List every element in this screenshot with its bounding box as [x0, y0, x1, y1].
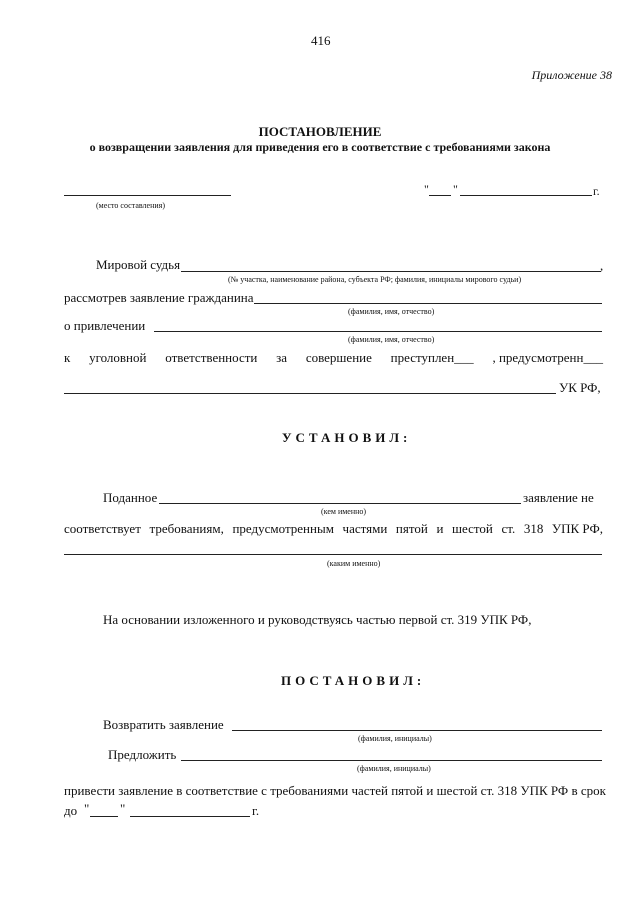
offer-line	[181, 760, 602, 761]
considered-line	[254, 303, 602, 304]
filed-tail: заявление не	[523, 490, 594, 505]
uk-line	[64, 393, 556, 394]
liability-word: преступлен___	[390, 350, 474, 365]
corresponds-row	[64, 521, 603, 537]
uk-rf-label: УК РФ,	[559, 380, 601, 395]
corresponds-word: УПК РФ,	[551, 521, 603, 536]
until-year-suffix: г.	[252, 803, 260, 818]
filed-line	[159, 503, 521, 504]
place-line	[64, 195, 231, 196]
date-day-line	[429, 195, 451, 196]
resolved-heading: ПОСТАНОВИЛ:	[281, 673, 426, 688]
corresponds-word: соответствует	[64, 521, 141, 536]
page-number: 416	[311, 33, 331, 48]
filed-label: Поданное	[103, 490, 158, 505]
corresponds-word: ст.	[501, 521, 516, 536]
offer-label: Предложить	[108, 747, 177, 762]
involve-caption: (фамилия, имя, отчество)	[348, 335, 435, 344]
until-quote-close: "	[120, 801, 126, 816]
document-title: ПОСТАНОВЛЕНИЕ	[258, 124, 382, 139]
corresponds-word: требованиям,	[149, 521, 224, 536]
liability-word: ответственности	[165, 350, 258, 365]
corresponds-word: предусмотренным	[232, 521, 334, 536]
return-caption: (фамилия, инициалы)	[358, 734, 432, 743]
return-line	[232, 730, 602, 731]
corresponds-word: пятой	[395, 521, 428, 536]
place-caption: (место составления)	[96, 201, 165, 210]
return-label: Возвратить заявление	[103, 717, 224, 732]
judge-caption: (№ участка, наименование района, субъекта РФ; фамилия, инициалы мирового судьи)	[228, 275, 522, 284]
liability-word: уголовной	[89, 350, 147, 365]
corresponds-word: частями	[342, 521, 388, 536]
considered-label: рассмотрев заявление гражданина	[64, 290, 254, 305]
which-caption: (каким именно)	[327, 559, 381, 568]
liability-word: к	[64, 350, 71, 365]
filed-caption: (кем именно)	[321, 507, 367, 516]
until-quote-open: "	[84, 801, 90, 816]
corresponds-word: 318	[523, 521, 544, 536]
appendix-label: Приложение 38	[531, 68, 612, 82]
liability-word: , предусмотренн___	[492, 350, 603, 365]
liability-row	[64, 350, 603, 366]
judge-line	[181, 271, 601, 272]
until-day-line	[90, 816, 118, 817]
considered-caption: (фамилия, имя, отчество)	[348, 307, 435, 316]
judge-label: Мировой судья	[96, 257, 181, 272]
offer-caption: (фамилия, инициалы)	[357, 764, 431, 773]
bring-text: привести заявление в соответствие с требованиями частей пятой и шестой ст. 318 УПК РФ в срок	[64, 783, 606, 798]
until-month-line	[130, 816, 250, 817]
corresponds-word: шестой	[452, 521, 493, 536]
corresponds-word: и	[436, 521, 444, 536]
involve-label: о привлечении	[64, 318, 146, 333]
document-subtitle: о возвращении заявления для приведения его в соответствие с требованиями закона	[89, 140, 551, 154]
date-year-suffix: г.	[593, 184, 600, 198]
established-heading: УСТАНОВИЛ:	[282, 430, 412, 445]
date-quote-open: "	[424, 182, 429, 196]
basis-text: На основании изложенного и руководствуясь частью первой ст. 319 УПК РФ,	[103, 612, 532, 627]
which-line	[64, 554, 602, 555]
until-label: до	[64, 803, 78, 818]
date-month-line	[460, 195, 592, 196]
date-quote-close: "	[453, 182, 458, 196]
involve-line	[154, 331, 602, 332]
liability-word: за	[276, 350, 288, 365]
liability-word: совершение	[305, 350, 372, 365]
